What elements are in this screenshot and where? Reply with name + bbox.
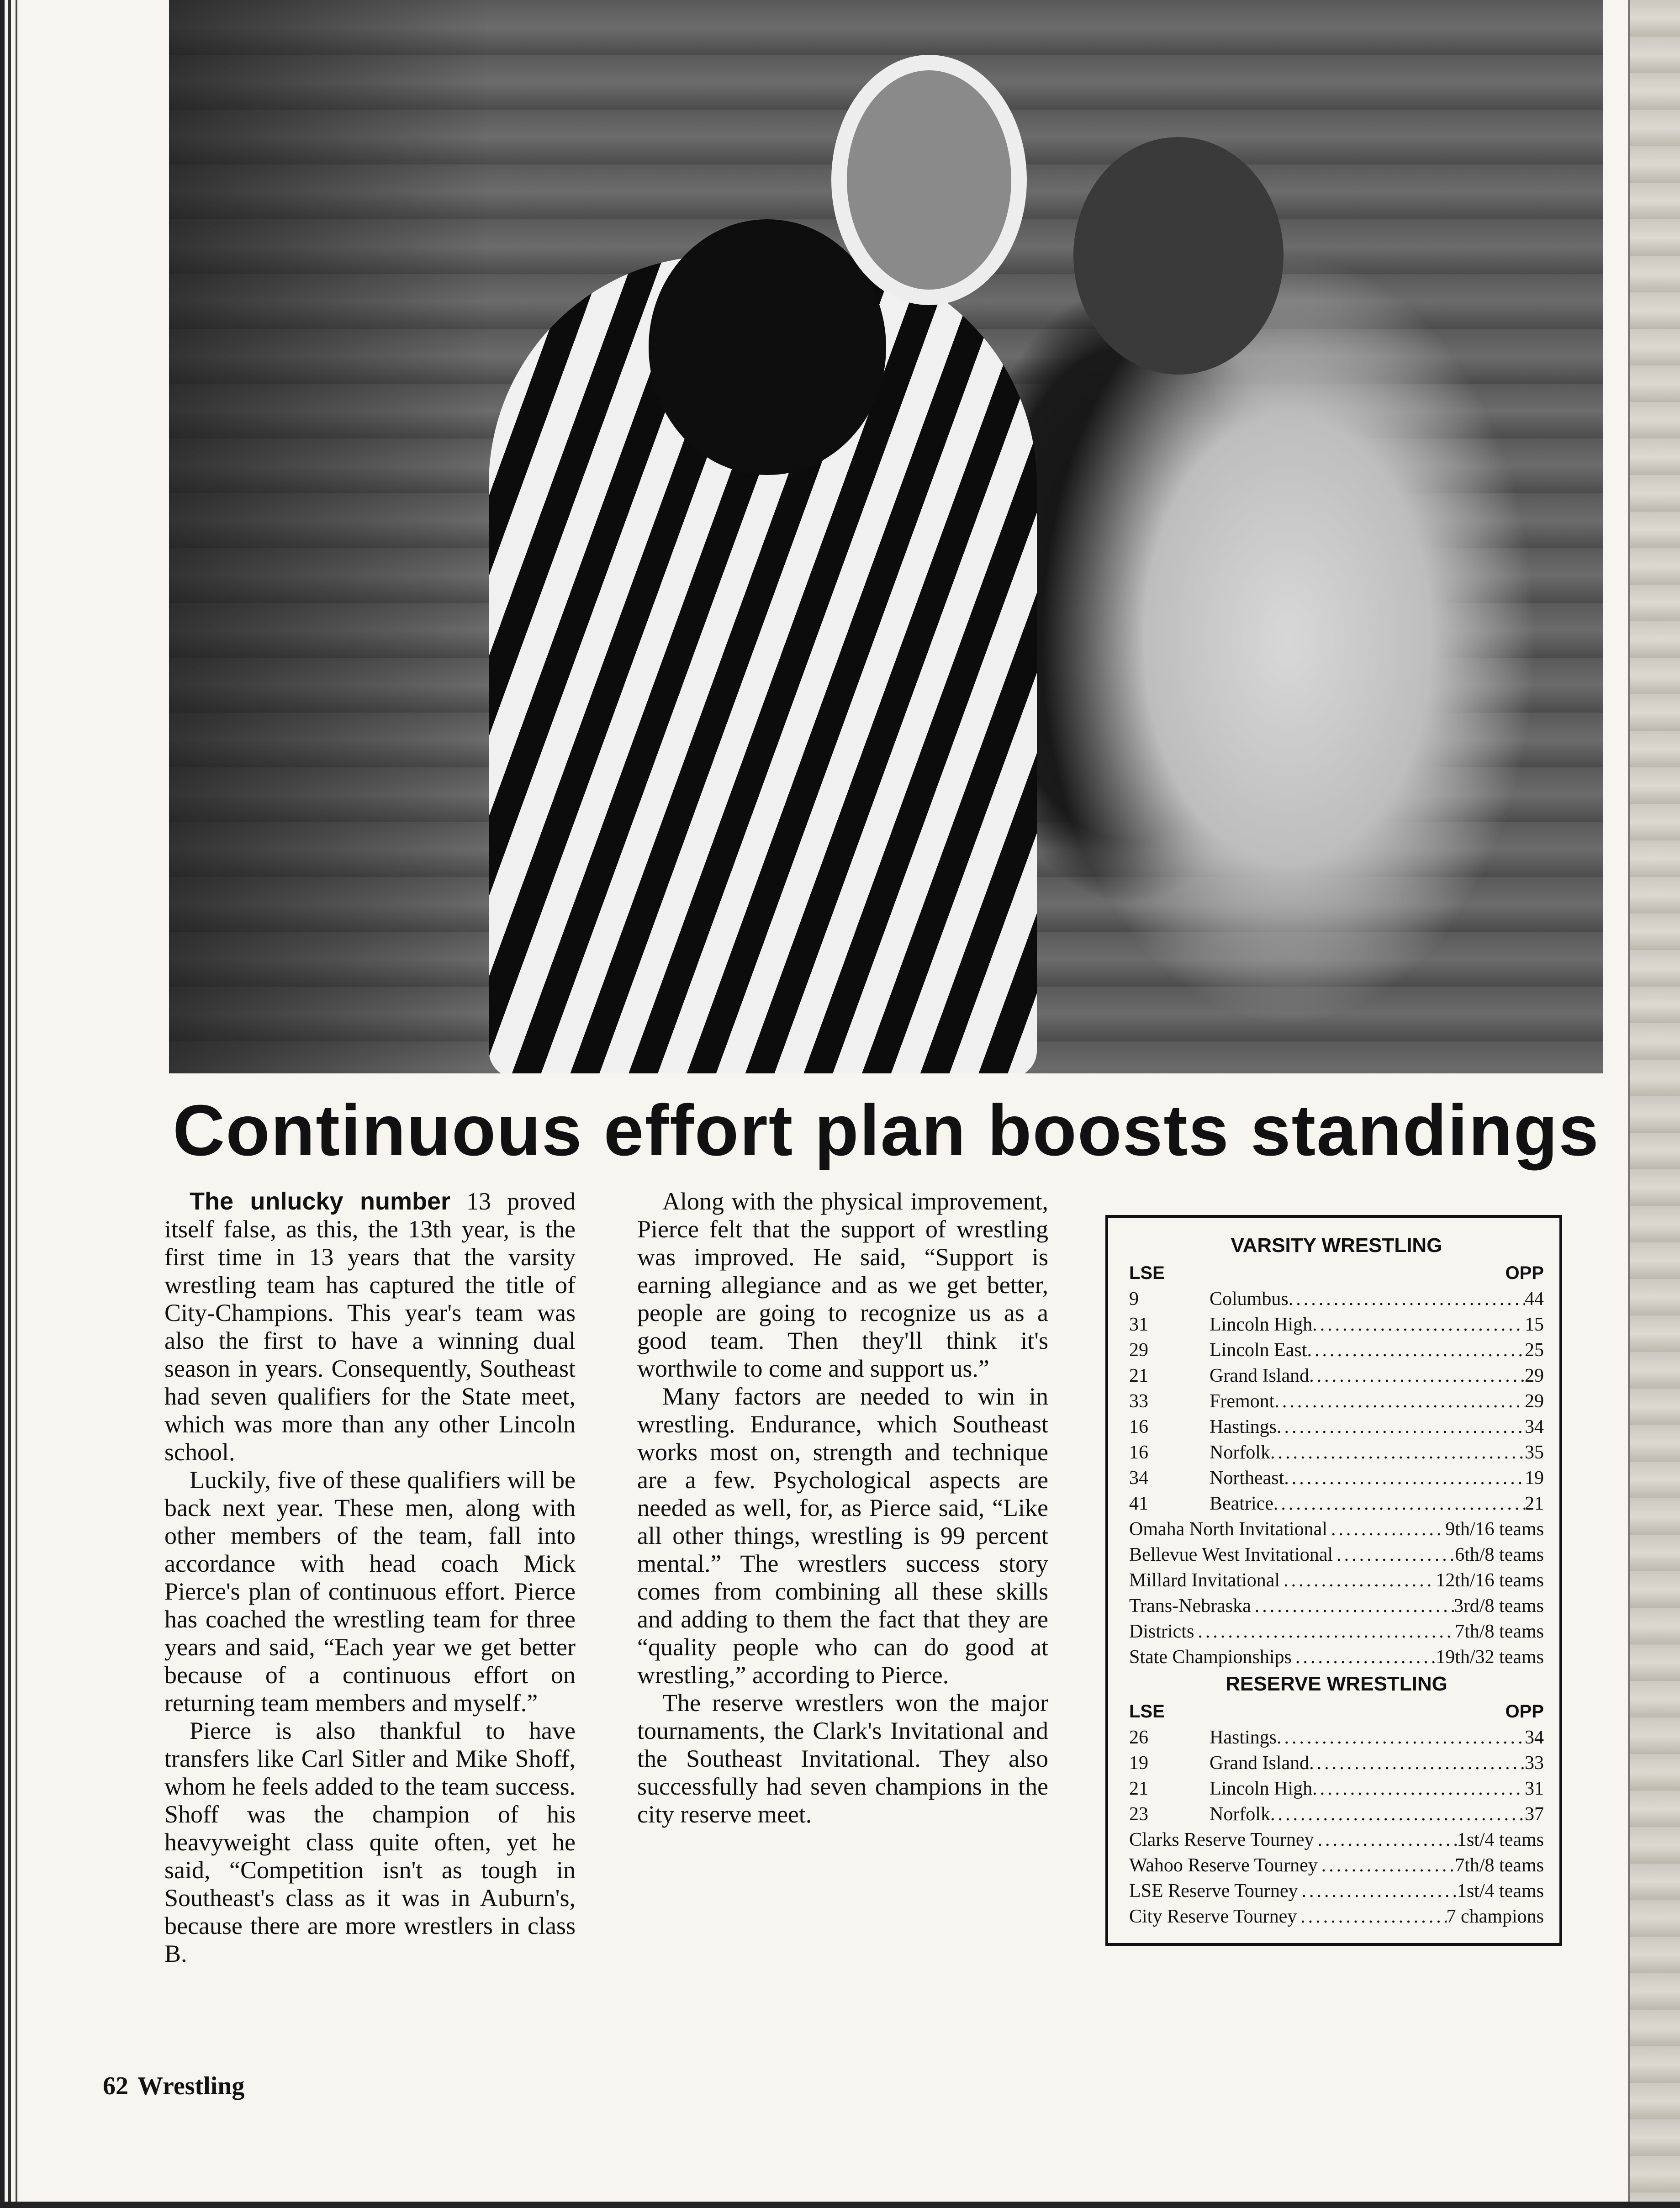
lse-label: LSE xyxy=(1129,1263,1165,1283)
dot-leader xyxy=(1312,1312,1525,1337)
opponent-name: Lincoln High xyxy=(1210,1314,1313,1335)
opp-score: 34 xyxy=(1525,1416,1544,1437)
dot-leader xyxy=(1333,1542,1455,1568)
opponent-name: Hastings xyxy=(1210,1727,1277,1748)
dot-leader xyxy=(1314,1827,1457,1853)
dot-leader xyxy=(1280,1568,1436,1593)
dual-row xyxy=(1129,1389,1544,1414)
event-name: State Championships xyxy=(1129,1647,1292,1668)
opponent-name: Grand Island xyxy=(1210,1753,1310,1774)
lse-score: 21 xyxy=(1129,1778,1148,1799)
dual-row xyxy=(1129,1776,1544,1801)
dot-leader xyxy=(1312,1776,1525,1801)
event-name: Trans-Nebraska xyxy=(1129,1595,1251,1616)
dual-row xyxy=(1129,1414,1544,1440)
varsity-duals xyxy=(1129,1286,1544,1516)
paragraph-2: Luckily, five of these qualifiers will be back next year. These men, along with other members of the team, fall into accordance with head coach Mick Pierce's plan of continuous effort. Pierce has coached the wrestling team for three years and said, “Each year we get better because of a continuous effort on returning team members and myself.” xyxy=(164,1466,576,1717)
event-result: 7th/8 teams xyxy=(1455,1621,1544,1642)
opp-label: OPP xyxy=(1505,1263,1544,1283)
lse-score: 16 xyxy=(1129,1416,1148,1437)
lse-score: 26 xyxy=(1129,1727,1148,1748)
opp-score: 15 xyxy=(1525,1314,1544,1335)
lse-score: 34 xyxy=(1129,1468,1148,1489)
varsity-title: VARSITY WRESTLING xyxy=(1231,1234,1442,1257)
dot-leader xyxy=(1284,1465,1525,1491)
lse-score: 16 xyxy=(1129,1442,1148,1463)
wrestling-photo xyxy=(169,0,1603,1073)
dot-leader xyxy=(1251,1593,1454,1619)
dual-row xyxy=(1129,1801,1544,1827)
reserve-events xyxy=(1129,1827,1544,1929)
opp-score: 21 xyxy=(1525,1493,1544,1514)
event-result: 7 champions xyxy=(1446,1906,1544,1927)
headline: Continuous effort plan boosts standings xyxy=(173,1090,1600,1171)
event-row xyxy=(1129,1878,1544,1904)
opponent-name: Northeast xyxy=(1210,1468,1284,1489)
varsity-events xyxy=(1129,1516,1544,1670)
paragraph-4: Along with the physical improvement, Pierce felt that the support of wrestling was improved. He said, “Support is earning allegiance and as we get better, people are going to recognize us as a good team. Then they'll think it's worthwile to come and support us.” xyxy=(637,1188,1048,1382)
dot-leader xyxy=(1327,1516,1445,1542)
opponent-name: Lincoln East xyxy=(1210,1340,1307,1361)
event-row xyxy=(1129,1619,1544,1644)
opp-score: 35 xyxy=(1525,1442,1544,1463)
opp-label: OPP xyxy=(1505,1701,1544,1722)
dot-leader xyxy=(1270,1801,1525,1827)
event-row xyxy=(1129,1644,1544,1670)
opp-score: 31 xyxy=(1525,1778,1544,1799)
page-number: 62 xyxy=(103,2072,128,2100)
section-name: Wrestling xyxy=(137,2072,245,2100)
lse-label: LSE xyxy=(1129,1701,1165,1722)
event-result: 12th/16 teams xyxy=(1436,1570,1544,1591)
article-column-1 xyxy=(164,1188,576,1968)
opp-score: 25 xyxy=(1525,1340,1544,1361)
opp-score: 37 xyxy=(1525,1804,1544,1825)
event-result: 1st/4 teams xyxy=(1457,1829,1544,1850)
dot-leader xyxy=(1277,1414,1525,1440)
lse-score: 23 xyxy=(1129,1804,1148,1825)
lse-score: 33 xyxy=(1129,1391,1148,1412)
dot-leader xyxy=(1274,1389,1525,1414)
event-result: 19th/32 teams xyxy=(1436,1647,1544,1668)
event-row xyxy=(1129,1853,1544,1878)
dual-row xyxy=(1129,1725,1544,1750)
paragraph-3: Pierce is also thankful to have transfers like Carl Sitler and Mike Shoff, whom he feels added to the team success. Shoff was the champion of his heavyweight class quite often, yet he said, “Competition isn't as tough in Southeast's class as it was in Auburn's, because there are more wrestlers in class B. xyxy=(164,1717,576,1967)
event-name: City Reserve Tourney xyxy=(1129,1906,1297,1927)
opponent-name: Columbus xyxy=(1210,1289,1289,1310)
opp-score: 34 xyxy=(1525,1727,1544,1748)
event-name: Bellevue West Invitational xyxy=(1129,1544,1333,1565)
opp-score: 33 xyxy=(1525,1753,1544,1774)
paragraph-5: Many factors are needed to win in wrestling. Endurance, which Southeast works most on, strength and technique are a few. Psychological aspects are needed as well, for, as Pierce said, “Like all other things, wrestling is 99 percent mental.” The wrestlers success story comes from combining all these skills and adding to them the fact that they are “quality people who can do good at wrestling,” according to Pierce. xyxy=(637,1383,1048,1689)
wrestler-headgear xyxy=(831,55,1027,305)
opponent-name: Fremont xyxy=(1210,1391,1275,1412)
lse-score: 19 xyxy=(1129,1753,1148,1774)
varsity-header xyxy=(1129,1260,1544,1286)
opp-score: 29 xyxy=(1525,1391,1544,1412)
event-result: 9th/16 teams xyxy=(1445,1519,1544,1540)
wrestler-head xyxy=(1073,137,1284,375)
lse-score: 29 xyxy=(1129,1340,1148,1361)
paragraph-6: The reserve wrestlers won the major tournaments, the Clark's Invitational and the Southeast Invitational. They also successfully had seven champions in the city reserve meet. xyxy=(637,1689,1048,1828)
referee-head xyxy=(649,219,886,475)
paragraph-1: The unlucky number 13 proved itself false, as this, the 13th year, is the first time in 13 years that the varsity wrestling team has captured the title of City-Champions. This year's team was also the first to have a winning dual season in years. Consequently, Southeast had seven qualifiers for the State meet, which was more than any other Lincoln school. xyxy=(164,1188,576,1466)
lse-score: 21 xyxy=(1129,1365,1148,1386)
event-result: 6th/8 teams xyxy=(1455,1544,1544,1565)
event-name: Clarks Reserve Tourney xyxy=(1129,1829,1314,1850)
event-row xyxy=(1129,1827,1544,1853)
event-row xyxy=(1129,1568,1544,1593)
dot-leader xyxy=(1309,1363,1525,1389)
opponent-name: Norfolk xyxy=(1210,1804,1270,1825)
reserve-header xyxy=(1129,1698,1544,1725)
lead-in: The unlucky number xyxy=(190,1188,451,1215)
dot-leader xyxy=(1273,1491,1525,1516)
dot-leader xyxy=(1277,1725,1525,1750)
event-result: 7th/8 teams xyxy=(1455,1855,1544,1876)
dual-row xyxy=(1129,1491,1544,1516)
dual-row xyxy=(1129,1286,1544,1312)
page-binding xyxy=(0,0,36,2208)
dot-leader xyxy=(1270,1440,1525,1465)
article-column-2 xyxy=(637,1188,1048,1828)
opp-score: 19 xyxy=(1525,1468,1544,1489)
event-name: Millard Invitational xyxy=(1129,1570,1280,1591)
dot-leader xyxy=(1309,1750,1525,1776)
event-row xyxy=(1129,1593,1544,1619)
opponent-name: Grand Island xyxy=(1210,1365,1310,1386)
dot-leader xyxy=(1297,1904,1446,1929)
event-result: 1st/4 teams xyxy=(1457,1880,1544,1902)
dot-leader xyxy=(1318,1853,1455,1878)
page-edge xyxy=(1628,0,1680,2208)
dual-row xyxy=(1129,1337,1544,1363)
dual-row xyxy=(1129,1440,1544,1465)
results-box xyxy=(1105,1215,1562,1946)
opponent-name: Hastings xyxy=(1210,1416,1277,1437)
lse-score: 41 xyxy=(1129,1493,1148,1514)
lse-score: 9 xyxy=(1129,1289,1139,1310)
dual-row xyxy=(1129,1312,1544,1337)
opp-score: 44 xyxy=(1525,1289,1544,1310)
opp-score: 29 xyxy=(1525,1365,1544,1386)
event-name: Wahoo Reserve Tourney xyxy=(1129,1855,1318,1876)
event-row xyxy=(1129,1542,1544,1568)
dot-leader xyxy=(1298,1878,1457,1904)
event-name: Districts xyxy=(1129,1621,1194,1642)
page-footer xyxy=(103,2071,244,2101)
dot-leader xyxy=(1194,1619,1455,1644)
dual-row xyxy=(1129,1750,1544,1776)
opponent-name: Norfolk xyxy=(1210,1442,1270,1463)
dot-leader xyxy=(1307,1337,1525,1363)
lse-score: 31 xyxy=(1129,1314,1148,1335)
reserve-title: RESERVE WRESTLING xyxy=(1226,1673,1448,1695)
opponent-name: Lincoln High xyxy=(1210,1778,1313,1799)
event-name: LSE Reserve Tourney xyxy=(1129,1880,1298,1902)
event-name: Omaha North Invitational xyxy=(1129,1519,1327,1540)
dual-row xyxy=(1129,1465,1544,1491)
dot-leader xyxy=(1292,1644,1436,1670)
opponent-name: Beatrice xyxy=(1210,1493,1273,1514)
event-row xyxy=(1129,1516,1544,1542)
dual-row xyxy=(1129,1363,1544,1389)
page-bottom-edge xyxy=(0,2202,1680,2208)
event-row xyxy=(1129,1904,1544,1929)
event-result: 3rd/8 teams xyxy=(1453,1595,1544,1616)
dot-leader xyxy=(1289,1286,1525,1312)
reserve-duals xyxy=(1129,1725,1544,1827)
